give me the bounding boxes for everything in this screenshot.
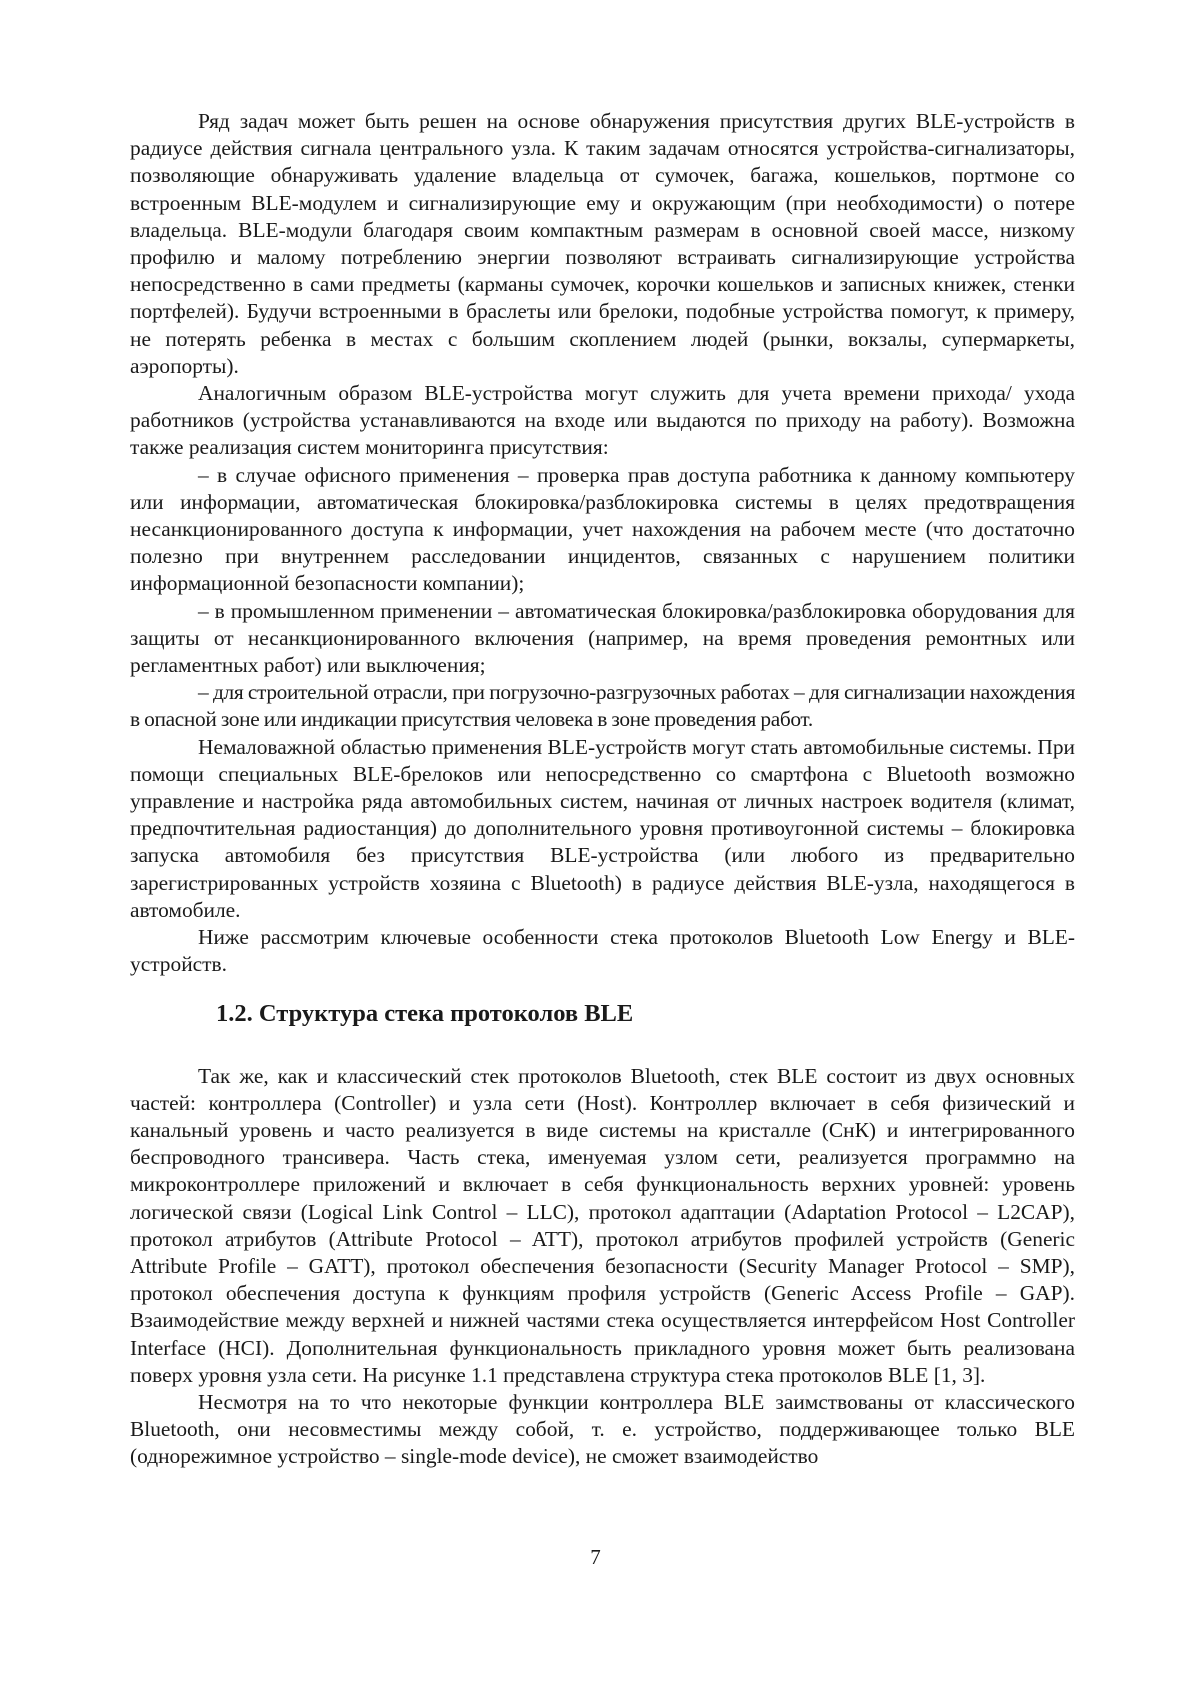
list-item-office-use: – в случае офисного применения – проверка прав доступа работника к данному компьютеру или информации, автоматическая блокировка/разблокировка системы в целях предотвращения несанкционированного доступа к информации, учет нахождения на рабочем месте (что достаточно полезно при внутреннем расследовании инцидентов, связанных с нарушением политики информационной безопасности компании); — [130, 462, 1075, 596]
paragraph-stack-overview-intro: Ниже рассмотрим ключевые особенности стека протоколов Bluetooth Low Energy и BLE-устройств. — [130, 925, 1075, 977]
paragraph-stack-structure: Так же, как и классический стек протоколов Bluetooth, стек BLE состоит из двух основных частей: контроллера (Controller) и узла сети (Host). Контроллер включает в себя физический и канальный уровень и часто реализуется в виде системы на кристалле (СнК) и интегрированного беспроводного трансивера. Часть стека, именуемая узлом сети, реализуется программно на микроконтроллере приложений и включает в себя функциональность верхних уровней: уровень логической связи (Logical Link Control – LLC), протокол адаптации (Adaptation Protocol – L2CAP), протокол атрибутов (Attribute Protocol – ATT), протокол атрибутов профилей устройств (Generic Attribute Profile – GATT), протокол обеспечения безопасности (Security Manager Protocol – SMP), протокол обеспечения доступа к функциям профиля устройств (Generic Access Profile – GAP). Взаимодействие между верхней и нижней частями стека осуществляется интерфейсом Host Controller Interface (HCI). Дополнительная функциональность прикладного уровня может быть реализована поверх уровня узла сети. На рисунке 1.1 представлена структура стека протоколов BLE [1, 3]. — [130, 1063, 1075, 1387]
page-number: 7 — [590, 1545, 601, 1569]
paragraph-attendance-tracking: Аналогичным образом BLE-устройства могут служить для учета времени прихода/ ухода работников (устройства устанавливаются на входе или выдаются по приходу на работу). Возможна также реализация систем мониторинга присутствия: — [130, 381, 1075, 460]
document-page — [130, 108, 1075, 1471]
paragraph-compatibility: Несмотря на то что некоторые функции контроллера BLE заимствованы от классического Bluetooth, они несовместимы между собой, т. е. устройство, поддерживающее только BLE (однорежимное устройство – single-mode device), не сможет взаимодейство — [130, 1389, 1075, 1469]
spacer — [130, 979, 1075, 999]
list-item-industrial-use: – в промышленном применении – автоматическая блокировка/разблокировка оборудования для защиты от несанкционированного включения (например, на время проведения ремонтных или регламентных работ) или выключения; — [130, 598, 1075, 678]
paragraph-presence-detection: Ряд задач может быть решен на основе обнаружения присутствия других BLE-устройств в радиусе действия сигнала центрального узла. К таким задачам относятся устройства-сигнализаторы, позволяющие обнаруживать удаление владельца от сумочек, багажа, кошельков, портмоне со встроенным BLE-модулем и сигнализирующие ему и окружающим (при необходимости) о потере владельца. BLE-модули благодаря своим компактным размерам в основной своей массе, низкому профилю и малому потреблению энергии позволяют встраивать сигнализирующие устройства непосредственно в сами предметы (карманы сумочек, корочки кошельков и записных книжек, стенки портфелей). Будучи встроенными в браслеты или брелоки, подобные устройства помогут, к примеру, не потерять ребенка в местах с большим скоплением людей (рынки, вокзалы, супермаркеты, аэропорты). — [130, 109, 1075, 378]
spacer — [130, 1029, 1075, 1063]
paragraph-automotive-systems: Немаловажной областью применения BLE-устройств могут стать автомобильные системы. При помощи специальных BLE-брелоков или непосредственно со смартфона с Bluetooth возможно управление и настройка ряда автомобильных систем, начиная от личных настроек водителя (климат, предпочтительная радиостанция) до дополнительного уровня противоугонной системы – блокировка запуска автомобиля без присутствия BLE-устройства (или любого из предварительно зарегистрированных устройств хозяина с Bluetooth) в радиусе действия BLE-узла, находящегося в автомобиле. — [130, 734, 1075, 922]
list-item-construction-use: – для строительной отрасли, при погрузочно-разгрузочных работах – для сигнализации нахождения в опасной зоне или индикации присутствия человека в зоне проведения работ. — [130, 680, 1075, 732]
section-heading: 1.2. Структура стека протоколов BLE — [216, 999, 634, 1027]
